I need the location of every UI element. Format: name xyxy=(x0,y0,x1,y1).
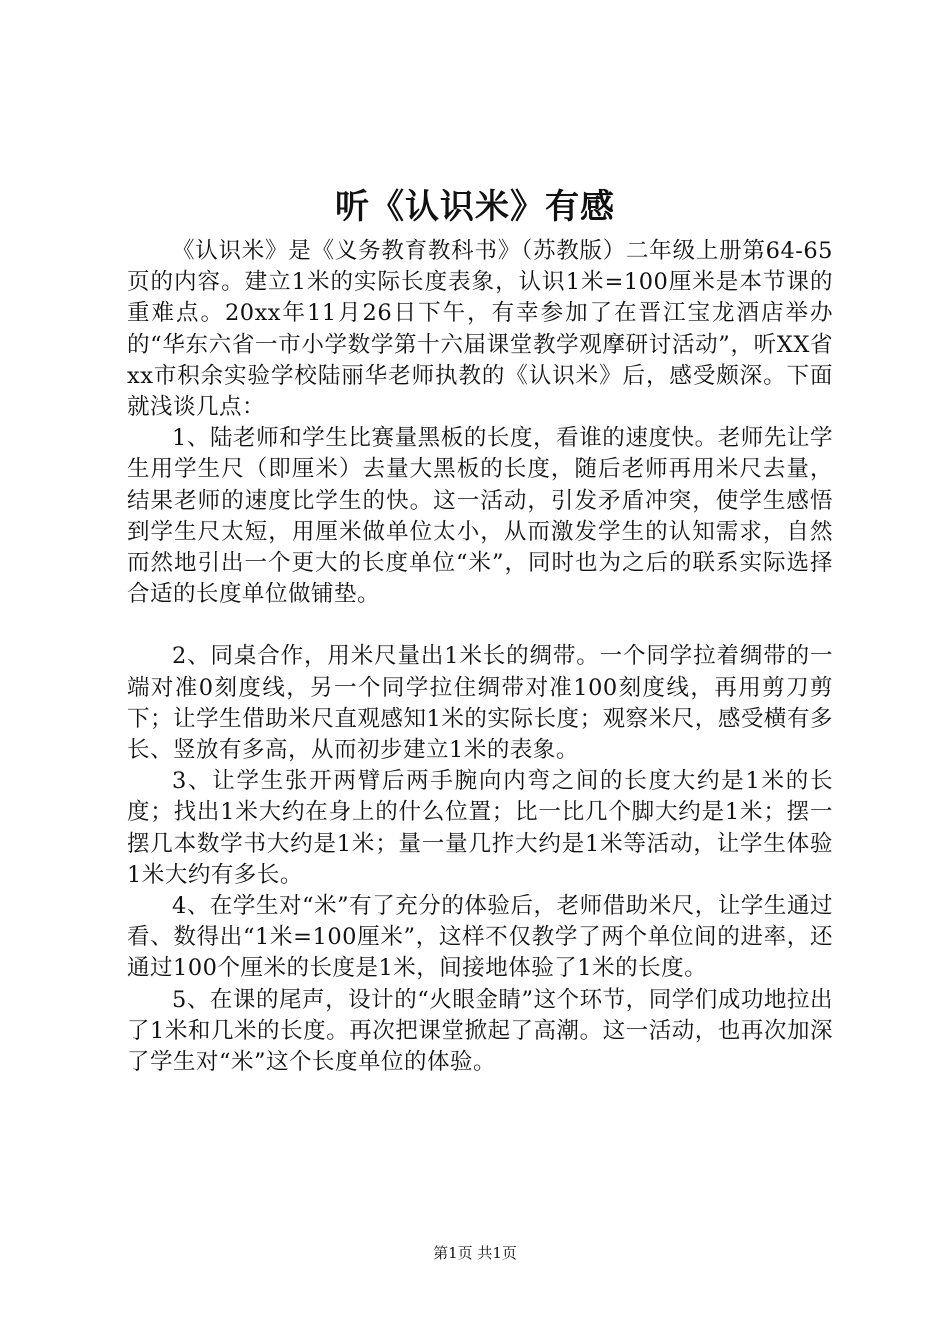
paragraph-point-5: 5、在课的尾声，设计的“火眼金睛”这个环节，同学们成功地拉出了1米和几米的长度。再次把课堂掀起了高潮。这一活动，也再次加深了学生对“米”这个长度单位的体验。 xyxy=(127,986,833,1076)
document-body xyxy=(127,236,833,1078)
page-footer: 第1页 共1页 xyxy=(433,1244,517,1262)
paragraph-point-1: 1、陆老师和学生比赛量黑板的长度，看谁的速度快。老师先让学生用学生尺（即厘米）去量大黑板的长度，随后老师再用米尺去量，结果老师的速度比学生的快。这一活动，引发矛盾冲突，使学生感悟到学生尺太短，用厘米做单位太小，从而激发学生的认知需求，自然而然地引出一个更大的长度单位“米”，同时也为之后的联系实际选择合适的长度单位做铺垫。 xyxy=(127,425,833,608)
paragraph-point-3: 3、让学生张开两臂后两手腕向内弯之间的长度大约是1米的长度；找出1米大约在身上的什么位置；比一比几个脚大约是1米；摆一摆几本数学书大约是1米；量一量几拃大约是1米等活动，让学生体验1米大约有多长。 xyxy=(127,768,833,888)
paragraph-point-2: 2、同桌合作，用米尺量出1米长的绸带。一个同学拉着绸带的一端对准0刻度线，另一个同学拉住绸带对准100刻度线，再用剪刀剪下；让学生借助米尺直观感知1米的实际长度；观察米尺，感受横有多长、竖放有多高，从而初步建立1米的表象。 xyxy=(127,643,833,764)
document-title: 听《认识米》有感 xyxy=(335,187,615,227)
paragraph-point-4: 4、在学生对“米”有了充分的体验后，老师借助米尺，让学生通过看、数得出“1米=100厘米”，这样不仅教学了两个单位间的进率，还通过100个厘米的长度是1米，间接地体验了1米的长度。 xyxy=(127,893,833,982)
paragraph-intro: 《认识米》是《义务教育教科书》（苏教版）二年级上册第64-65页的内容。建立1米的实际长度表象，认识1米=100厘米是本节课的重难点。20xx年11月26日下午，有幸参加了在晋江宝龙酒店举办的“华东六省一市小学数学第十六届课堂教学观摩研讨活动”，听XX省xx市积余实验学校陆丽华老师执教的《认识米》后，感受颇深。下面就浅谈几点： xyxy=(127,238,833,421)
